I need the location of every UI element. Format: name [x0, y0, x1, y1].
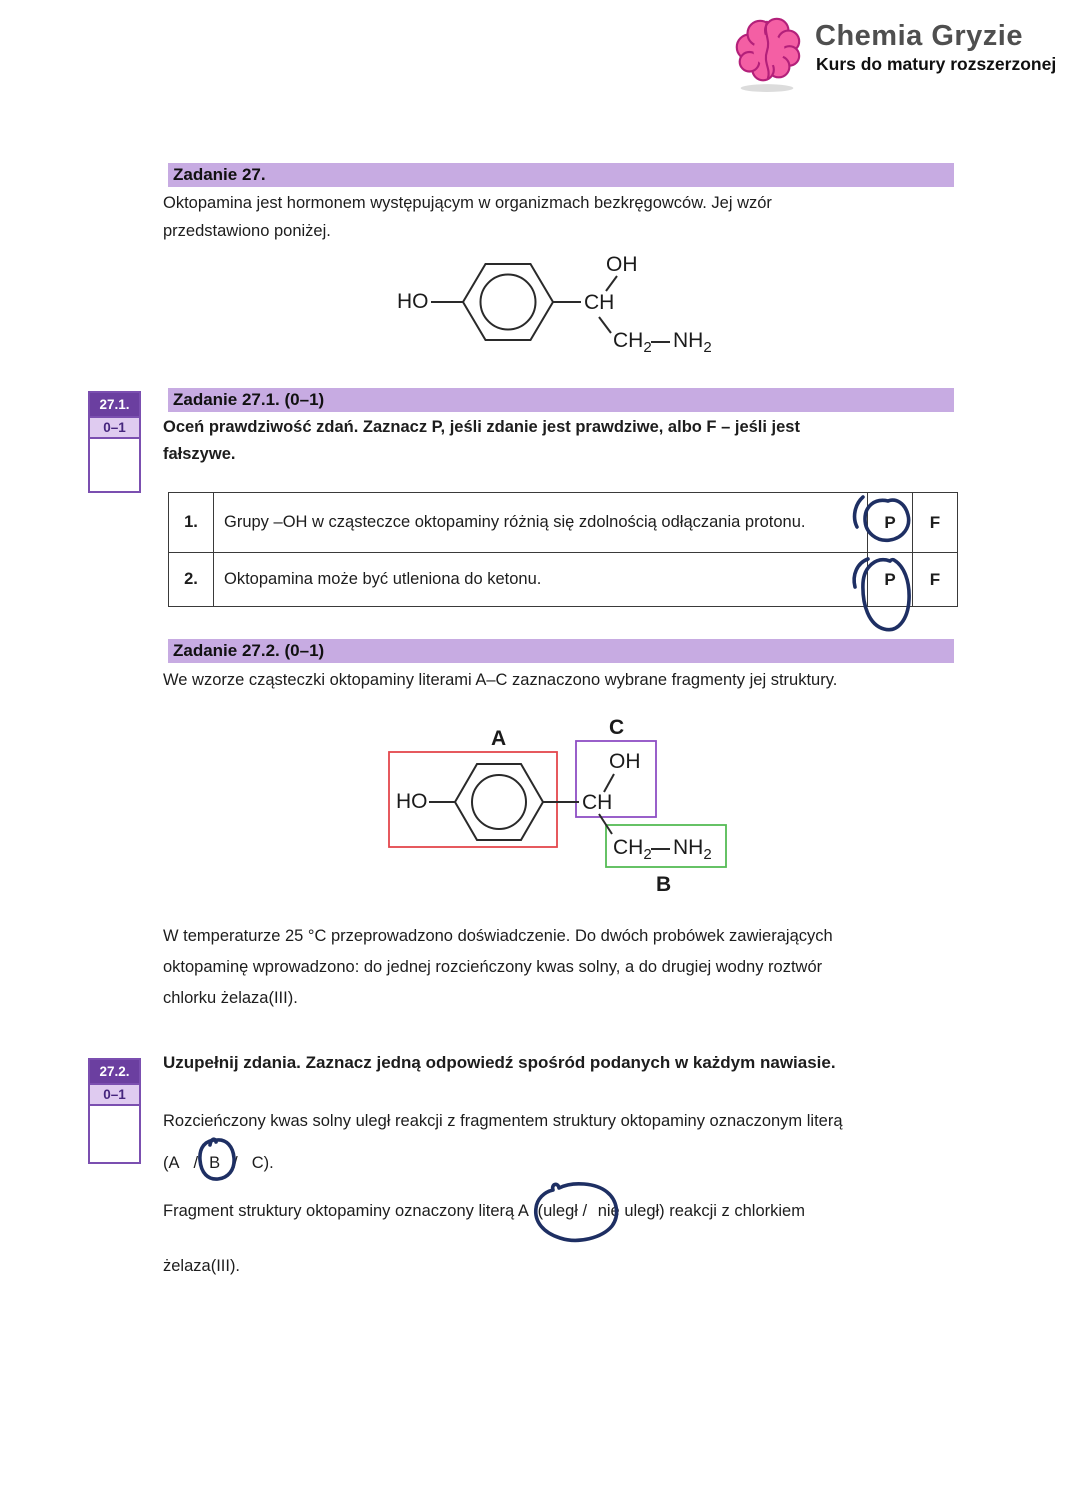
sentence-1: Rozcieńczony kwas solny uległ reakcji z fragmentem struktury oktopaminy oznaczonym literą: [163, 1112, 843, 1130]
option-ulegl[interactable]: [538, 1197, 588, 1225]
instruction-line1: Oceń prawdziwość zdań. Zaznacz P, jeśli zdanie jest prawdziwe, albo F – jeśli jest: [163, 418, 800, 436]
octopamine-structure-fragments: [385, 710, 735, 902]
experiment-line1: W temperaturze 25 °C przeprowadzono doświadczenie. Do dwóch probówek zawierających: [163, 927, 833, 945]
task-27-1-instruction: [163, 414, 800, 468]
octopamine-structure: [393, 243, 723, 363]
task-27-intro-line1: Oktopamina jest hormonem występującym w organizmach bezkręgowców. Jej wzór: [163, 194, 772, 212]
task-27-header-bar: Zadanie 27.: [168, 163, 954, 187]
false-label[interactable]: F: [929, 569, 941, 589]
false-option-cell[interactable]: [913, 553, 958, 607]
ch2-label: $CH_2$: [613, 836, 652, 863]
true-option-cell[interactable]: [868, 553, 913, 607]
option-slash: /: [233, 1154, 238, 1172]
true-label[interactable]: P: [884, 569, 896, 589]
task-27-2-instruction: Uzupełnij zdania. Zaznacz jedną odpowiedź spośród podanych w każdym nawiasie.: [163, 1053, 836, 1072]
true-label[interactable]: P: [884, 512, 896, 532]
option-b-label[interactable]: B: [209, 1154, 221, 1172]
badge-task-id: 27.2.: [90, 1060, 139, 1085]
sentence-2-line2: żelaza(III).: [163, 1257, 241, 1275]
brand-title: Chemia Gryzie: [815, 20, 1023, 52]
badge-score-box[interactable]: [90, 439, 139, 491]
margin-badge-27-2: [88, 1058, 141, 1164]
fragment-b-label: B: [656, 873, 672, 896]
option-ulegl-label[interactable]: (uległ /: [537, 1202, 588, 1220]
margin-badge-27-1: [88, 391, 141, 493]
ch-label: CH: [582, 791, 613, 814]
true-false-table: [168, 492, 958, 607]
options-a-b-c: [163, 1149, 274, 1177]
true-option-cell[interactable]: [868, 493, 913, 553]
table-row: [169, 553, 958, 607]
task-27-1-header-bar: Zadanie 27.1. (0–1): [168, 388, 954, 412]
ch-label: CH: [584, 291, 615, 314]
statement-cell: Grupy –OH w cząsteczce oktopaminy różnią się zdolnością odłączania protonu.: [214, 493, 868, 553]
brand-subtitle: Kurs do matury rozszerzonej: [816, 54, 1057, 74]
nh2-label: $NH_2$: [673, 329, 712, 356]
task-27-intro-line2: przedstawiono poniżej.: [163, 222, 331, 240]
nh2-label: $NH_2$: [673, 836, 712, 863]
table-row: [169, 493, 958, 553]
task-27-intro: [163, 189, 772, 245]
ch2-label: $CH_2$: [613, 329, 652, 356]
ho-label: HO: [397, 290, 429, 313]
option-a[interactable]: (A: [163, 1154, 180, 1172]
task-27-2-intro: We wzorze cząsteczki oktopaminy literami A–C zaznaczono wybrane fragmenty jej struktury.: [163, 671, 838, 689]
badge-task-id: 27.1.: [90, 393, 139, 418]
sentence-2-post: nie uległ) reakcji z chlorkiem: [597, 1202, 805, 1220]
badge-points: 0–1: [90, 1085, 139, 1106]
experiment-line2: oktopaminę wprowadzono: do jednej rozcieńczony kwas solny, a do drugiej wodny roztwór: [163, 958, 823, 976]
option-b[interactable]: [209, 1149, 220, 1177]
task-27-2-header-bar: Zadanie 27.2. (0–1): [168, 639, 954, 663]
experiment-paragraph: [163, 921, 833, 1014]
false-option-cell[interactable]: [913, 493, 958, 553]
instruction-line2: fałszywe.: [163, 445, 236, 463]
experiment-line3: chlorku żelaza(III).: [163, 989, 298, 1007]
row-number: 1.: [169, 493, 214, 553]
sentence-2: [163, 1197, 805, 1225]
false-label[interactable]: F: [929, 512, 941, 532]
oh-label: OH: [606, 253, 638, 276]
badge-score-box[interactable]: [90, 1106, 139, 1162]
sentence-2-pre: Fragment struktury oktopaminy oznaczony literą A: [163, 1202, 528, 1220]
ho-label: HO: [396, 790, 428, 813]
option-c[interactable]: C).: [251, 1154, 274, 1172]
option-slash: /: [193, 1154, 199, 1172]
row-number: 2.: [169, 553, 214, 607]
brain-icon: [728, 10, 806, 94]
fragment-a-label: A: [491, 727, 507, 750]
fragment-c-label: C: [609, 716, 625, 739]
oh-label: OH: [609, 750, 641, 773]
statement-cell: Oktopamina może być utleniona do ketonu.: [214, 553, 868, 607]
badge-points: 0–1: [90, 418, 139, 439]
